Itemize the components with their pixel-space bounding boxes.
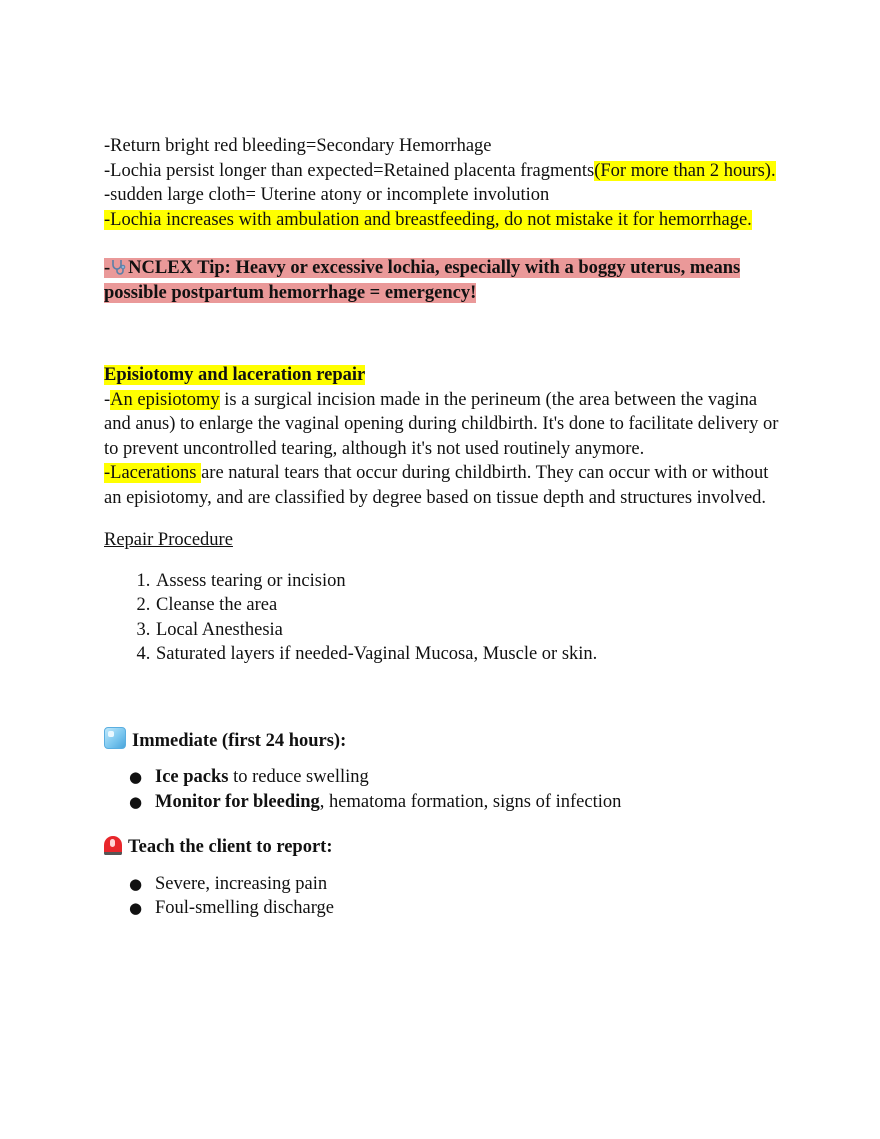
- episiotomy-paragraph: [104, 388, 784, 462]
- ice-cube-icon: [104, 727, 126, 749]
- lochia-line-1: -Return bright red bleeding=Secondary Hemorrhage: [104, 136, 492, 156]
- list-item-text: to reduce swelling: [228, 767, 369, 787]
- list-item-bold: Monitor for bleeding: [155, 791, 320, 812]
- list-item: ● Severe, increasing pain: [155, 872, 784, 897]
- lacerations-term: -Lacerations: [104, 463, 202, 483]
- lochia-line-4-highlight: -Lochia increases with ambulation and breastfeeding, do not mistake it for hemorrhage.: [104, 209, 752, 230]
- immediate-heading: [104, 727, 784, 754]
- lochia-line-2: [104, 159, 784, 184]
- episiotomy-prefix: -: [104, 389, 111, 410]
- repair-steps-list: [104, 569, 784, 667]
- list-item: [155, 790, 784, 815]
- repair-step: 1. Assess tearing or incision: [155, 569, 784, 594]
- lacerations-paragraph: [104, 461, 784, 510]
- nclex-tip: [104, 256, 784, 305]
- repair-step: 3. Local Anesthesia: [155, 618, 784, 643]
- report-list: [104, 872, 784, 921]
- lochia-line-4: [104, 208, 784, 233]
- list-item: ● Foul-smelling discharge: [155, 896, 784, 921]
- list-item: [155, 765, 784, 790]
- nclex-tip-text: NCLEX Tip: Heavy or excessive lochia, especially with a boggy uterus, means possible postpartum hemorrhage = emergency!: [104, 258, 741, 303]
- lochia-line-3: -sudden large cloth= Uterine atony or incomplete involution: [104, 185, 550, 205]
- episiotomy-title: [104, 363, 784, 388]
- lacerations-definition: are natural tears that occur during childbirth. They can occur with or without an episiotomy, and are classified by degree based on tissue depth and structures involved.: [104, 463, 769, 508]
- episiotomy-title-text: Episiotomy and laceration repair: [104, 365, 366, 385]
- repair-step: 4. Saturated layers if needed-Vaginal Mucosa, Muscle or skin.: [155, 642, 784, 667]
- lochia-line-2-text: -Lochia persist longer than expected=Retained placenta fragments: [104, 160, 595, 181]
- spacer: [104, 232, 784, 256]
- lochia-line-2-highlight: (For more than 2 hours).: [594, 160, 776, 181]
- immediate-heading-text: Immediate (first 24 hours):: [132, 730, 347, 751]
- episiotomy-term: An episiotomy: [110, 389, 220, 410]
- report-heading-text: Teach the client to report:: [128, 837, 333, 857]
- spacer: [104, 667, 784, 727]
- episiotomy-definition: is a surgical incision made in the perineum (the area between the vagina and anus) to enlarge the vaginal opening during childbirth. It's done to facilitate delivery or to prevent uncontrolled tearing, although it's not used routinely anymore.: [104, 389, 779, 459]
- nclex-tip-prefix: -: [104, 258, 111, 278]
- document-body: [104, 134, 784, 921]
- list-item-bold: Ice packs: [155, 767, 229, 787]
- immediate-list: [104, 765, 784, 814]
- list-item-text: , hematoma formation, signs of infection: [319, 791, 622, 812]
- siren-icon: [104, 836, 122, 855]
- repair-procedure-heading: Repair Procedure: [104, 530, 233, 550]
- stethoscope-icon: [110, 258, 128, 278]
- spacer: [104, 305, 784, 363]
- repair-step: 2. Cleanse the area: [155, 593, 784, 618]
- report-heading: [104, 834, 784, 860]
